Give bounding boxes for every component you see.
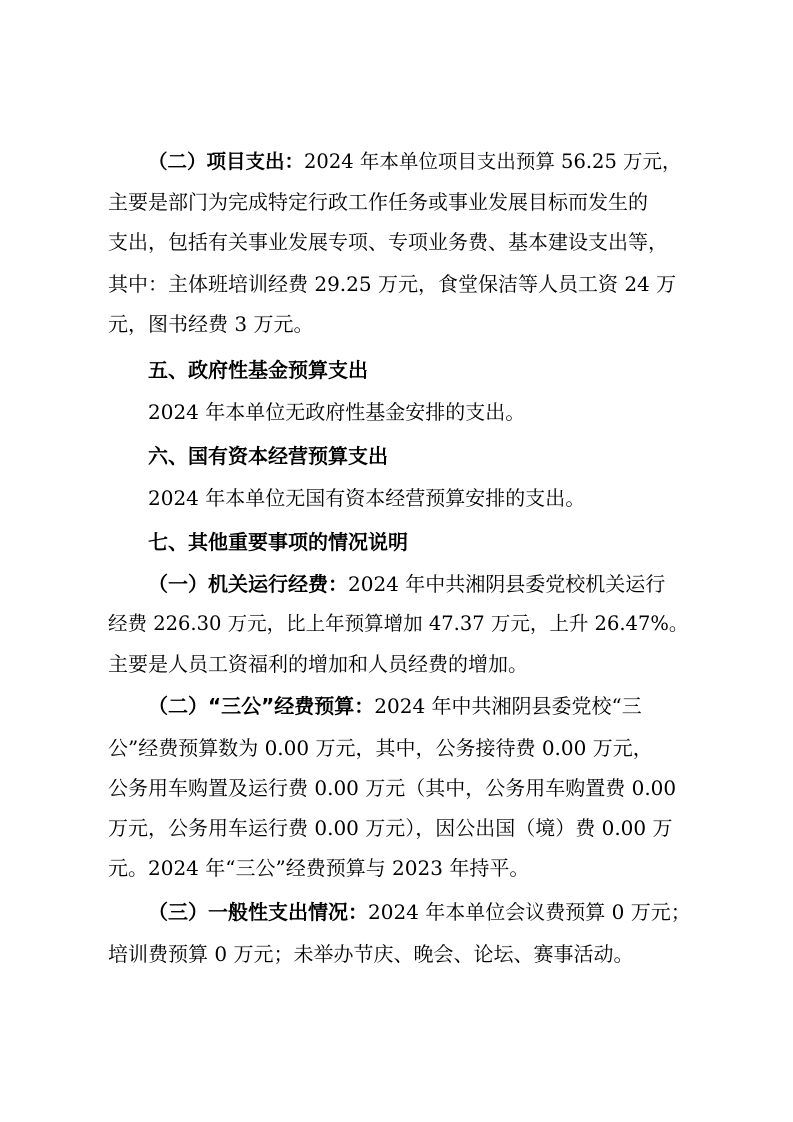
- operating-expense-line-2: 经费 226.30 万元，比上年预算增加 47.37 万元，上升 26.47%。: [108, 612, 689, 635]
- general-expense-line-1: [148, 894, 692, 930]
- operating-expense-label: （一）机关运行经费：: [148, 572, 348, 596]
- three-public-line-5: 元。2024 年“三公”经费预算与 2023 年持平。: [108, 856, 530, 880]
- project-expense-label: （二）项目支出：: [148, 150, 305, 173]
- operating-expense-line-3: 主要是人员工资福利的增加和人员经费的增加。: [108, 652, 528, 676]
- three-public-label: （二）“三公”经费预算：: [148, 694, 375, 718]
- project-expense-line-5: 元，图书经费 3 万元。: [108, 312, 314, 336]
- three-public-line-2: 公”经费预算数为 0.00 万元，其中，公务接待费 0.00 万元，: [108, 736, 653, 760]
- general-expense-text: 2024 年本单位会议费预算 0 万元；: [368, 900, 691, 924]
- state-capital-heading: 六、国有资本经营预算支出: [148, 444, 388, 468]
- general-expense-label: （三）一般性支出情况：: [148, 900, 368, 924]
- three-public-line-3: 公务用车购置及运行费 0.00 万元（其中，公务用车购置费 0.00: [108, 776, 677, 800]
- gov-fund-text: 2024 年本单位无政府性基金安排的支出。: [148, 400, 526, 424]
- gov-fund-heading: 五、政府性基金预算支出: [148, 358, 368, 382]
- project-expense-text: 2024 年本单位项目支出预算 56.25 万元，: [304, 150, 682, 173]
- three-public-text: 2024 年中共湘阴县委党校“三: [374, 694, 642, 718]
- other-matters-heading: 七、其他重要事项的情况说明: [148, 530, 408, 554]
- three-public-line-4: 万元，公务用车运行费 0.00 万元），因公出国（境）费 0.00 万: [108, 816, 673, 840]
- project-expense-line-1: [148, 144, 692, 180]
- general-expense-line-2: 培训费预算 0 万元；未举办节庆、晚会、论坛、赛事活动。: [108, 942, 634, 966]
- project-expense-line-3: 支出，包括有关事业发展专项、专项业务费、基本建设支出等，: [108, 230, 668, 254]
- project-expense-line-2: 主要是部门为完成特定行政工作任务或事业发展目标而发生的: [108, 190, 648, 214]
- project-expense-line-4: 其中：主体班培训经费 29.25 万元，食堂保洁等人员工资 24 万: [108, 272, 677, 296]
- state-capital-text: 2024 年本单位无国有资本经营预算安排的支出。: [148, 486, 586, 510]
- operating-expense-text: 2024 年中共湘阴县委党校机关运行: [348, 572, 666, 596]
- operating-expense-line-1: [148, 566, 692, 602]
- three-public-line-1: [148, 688, 692, 724]
